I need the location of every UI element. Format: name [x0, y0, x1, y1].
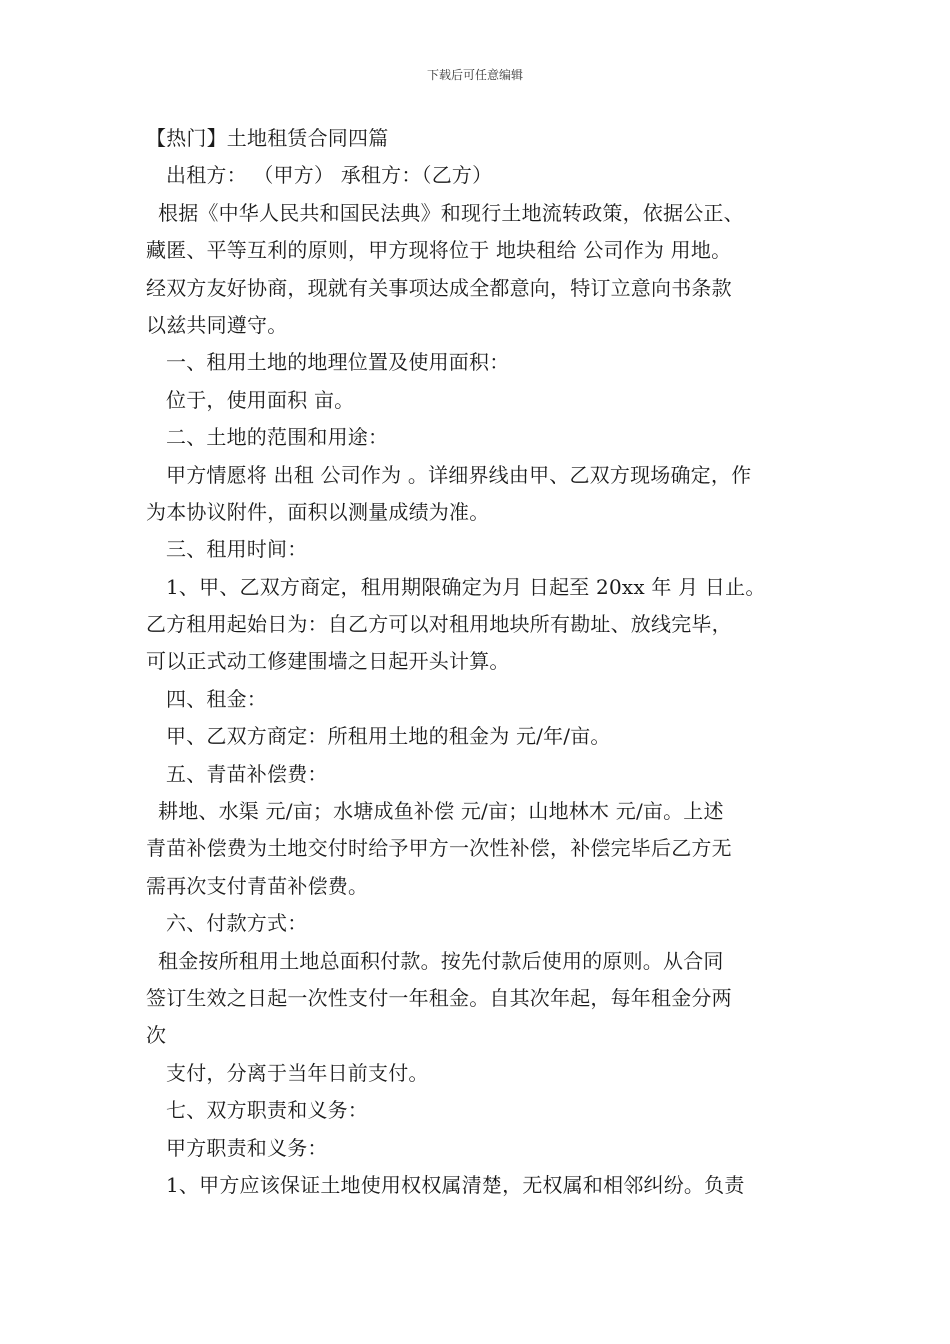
paragraph-line: 位于，使用面积 亩。 — [166, 387, 355, 412]
paragraph-line: 甲方情愿将 出租 公司作为 。详细界线由甲、乙双方现场确定，作 — [166, 462, 752, 487]
paragraph-line: 出租方： （甲方） 承租方：（乙方） — [166, 163, 493, 188]
paragraph-line: 耕地、水渠 元/亩；水塘成鱼补偿 元/亩；山地林木 元/亩。上述 — [158, 799, 724, 824]
paragraph-line: 青苗补偿费为土地交付时给予甲方一次性补偿，补偿完毕后乙方无 — [146, 836, 732, 861]
document-title: 【热门】土地租赁合同四篇 — [146, 126, 389, 150]
paragraph-line: 三、租用时间： — [166, 537, 308, 562]
paragraph-line: 藏匿、平等互利的原则，甲方现将位于 地块租给 公司作为 用地。 — [146, 238, 732, 263]
paragraph-line: 支付，分离于当年日前支付。 — [166, 1060, 429, 1085]
paragraph-line: 根据《中华人民共和国民法典》和现行土地流转政策，依据公正、 — [158, 200, 744, 225]
paragraph-line: 1、甲方应该保证土地使用权权属清楚，无权属和相邻纠纷。负责 — [166, 1172, 745, 1197]
paragraph-line: 六、付款方式： — [166, 911, 308, 936]
paragraph-line: 以兹共同遵守。 — [146, 312, 288, 337]
paragraph-line: 二、土地的范围和用途： — [166, 425, 389, 450]
paragraph-line: 四、租金： — [166, 686, 267, 711]
paragraph-line: 经双方友好协商，现就有关事项达成全都意向，特订立意向书条款 — [146, 275, 732, 300]
paragraph-line: 1、甲、乙双方商定，租用期限确定为月 日起至 20xx 年 月 日止。 — [166, 574, 766, 599]
paragraph-line: 一、租用土地的地理位置及使用面积： — [166, 350, 510, 375]
document-body — [146, 120, 816, 1204]
paragraph-line: 可以正式动工修建围墙之日起开头计算。 — [146, 649, 510, 674]
paragraph-line: 甲方职责和义务： — [166, 1135, 328, 1160]
paragraph-line: 乙方租用起始日为：自乙方可以对租用地块所有勘址、放线完毕， — [146, 612, 732, 637]
paragraph-line: 五、青苗补偿费： — [166, 761, 328, 786]
paragraph-line: 签订生效之日起一次性支付一年租金。自其次年起，每年租金分两 — [146, 985, 732, 1010]
paragraph-line: 甲、乙双方商定：所租用土地的租金为 元/年/亩。 — [166, 724, 611, 749]
paragraph-line: 为本协议附件，面积以测量成绩为准。 — [146, 499, 490, 524]
paragraph-line: 次 — [146, 1023, 167, 1048]
paragraph-line: 七、双方职责和义务： — [166, 1098, 368, 1123]
paragraph-line: 租金按所租用土地总面积付款。按先付款后使用的原则。从合同 — [158, 948, 724, 973]
page-header-note: 下载后可任意编辑 — [426, 68, 523, 82]
paragraph-line: 需再次支付青苗补偿费。 — [146, 873, 369, 898]
